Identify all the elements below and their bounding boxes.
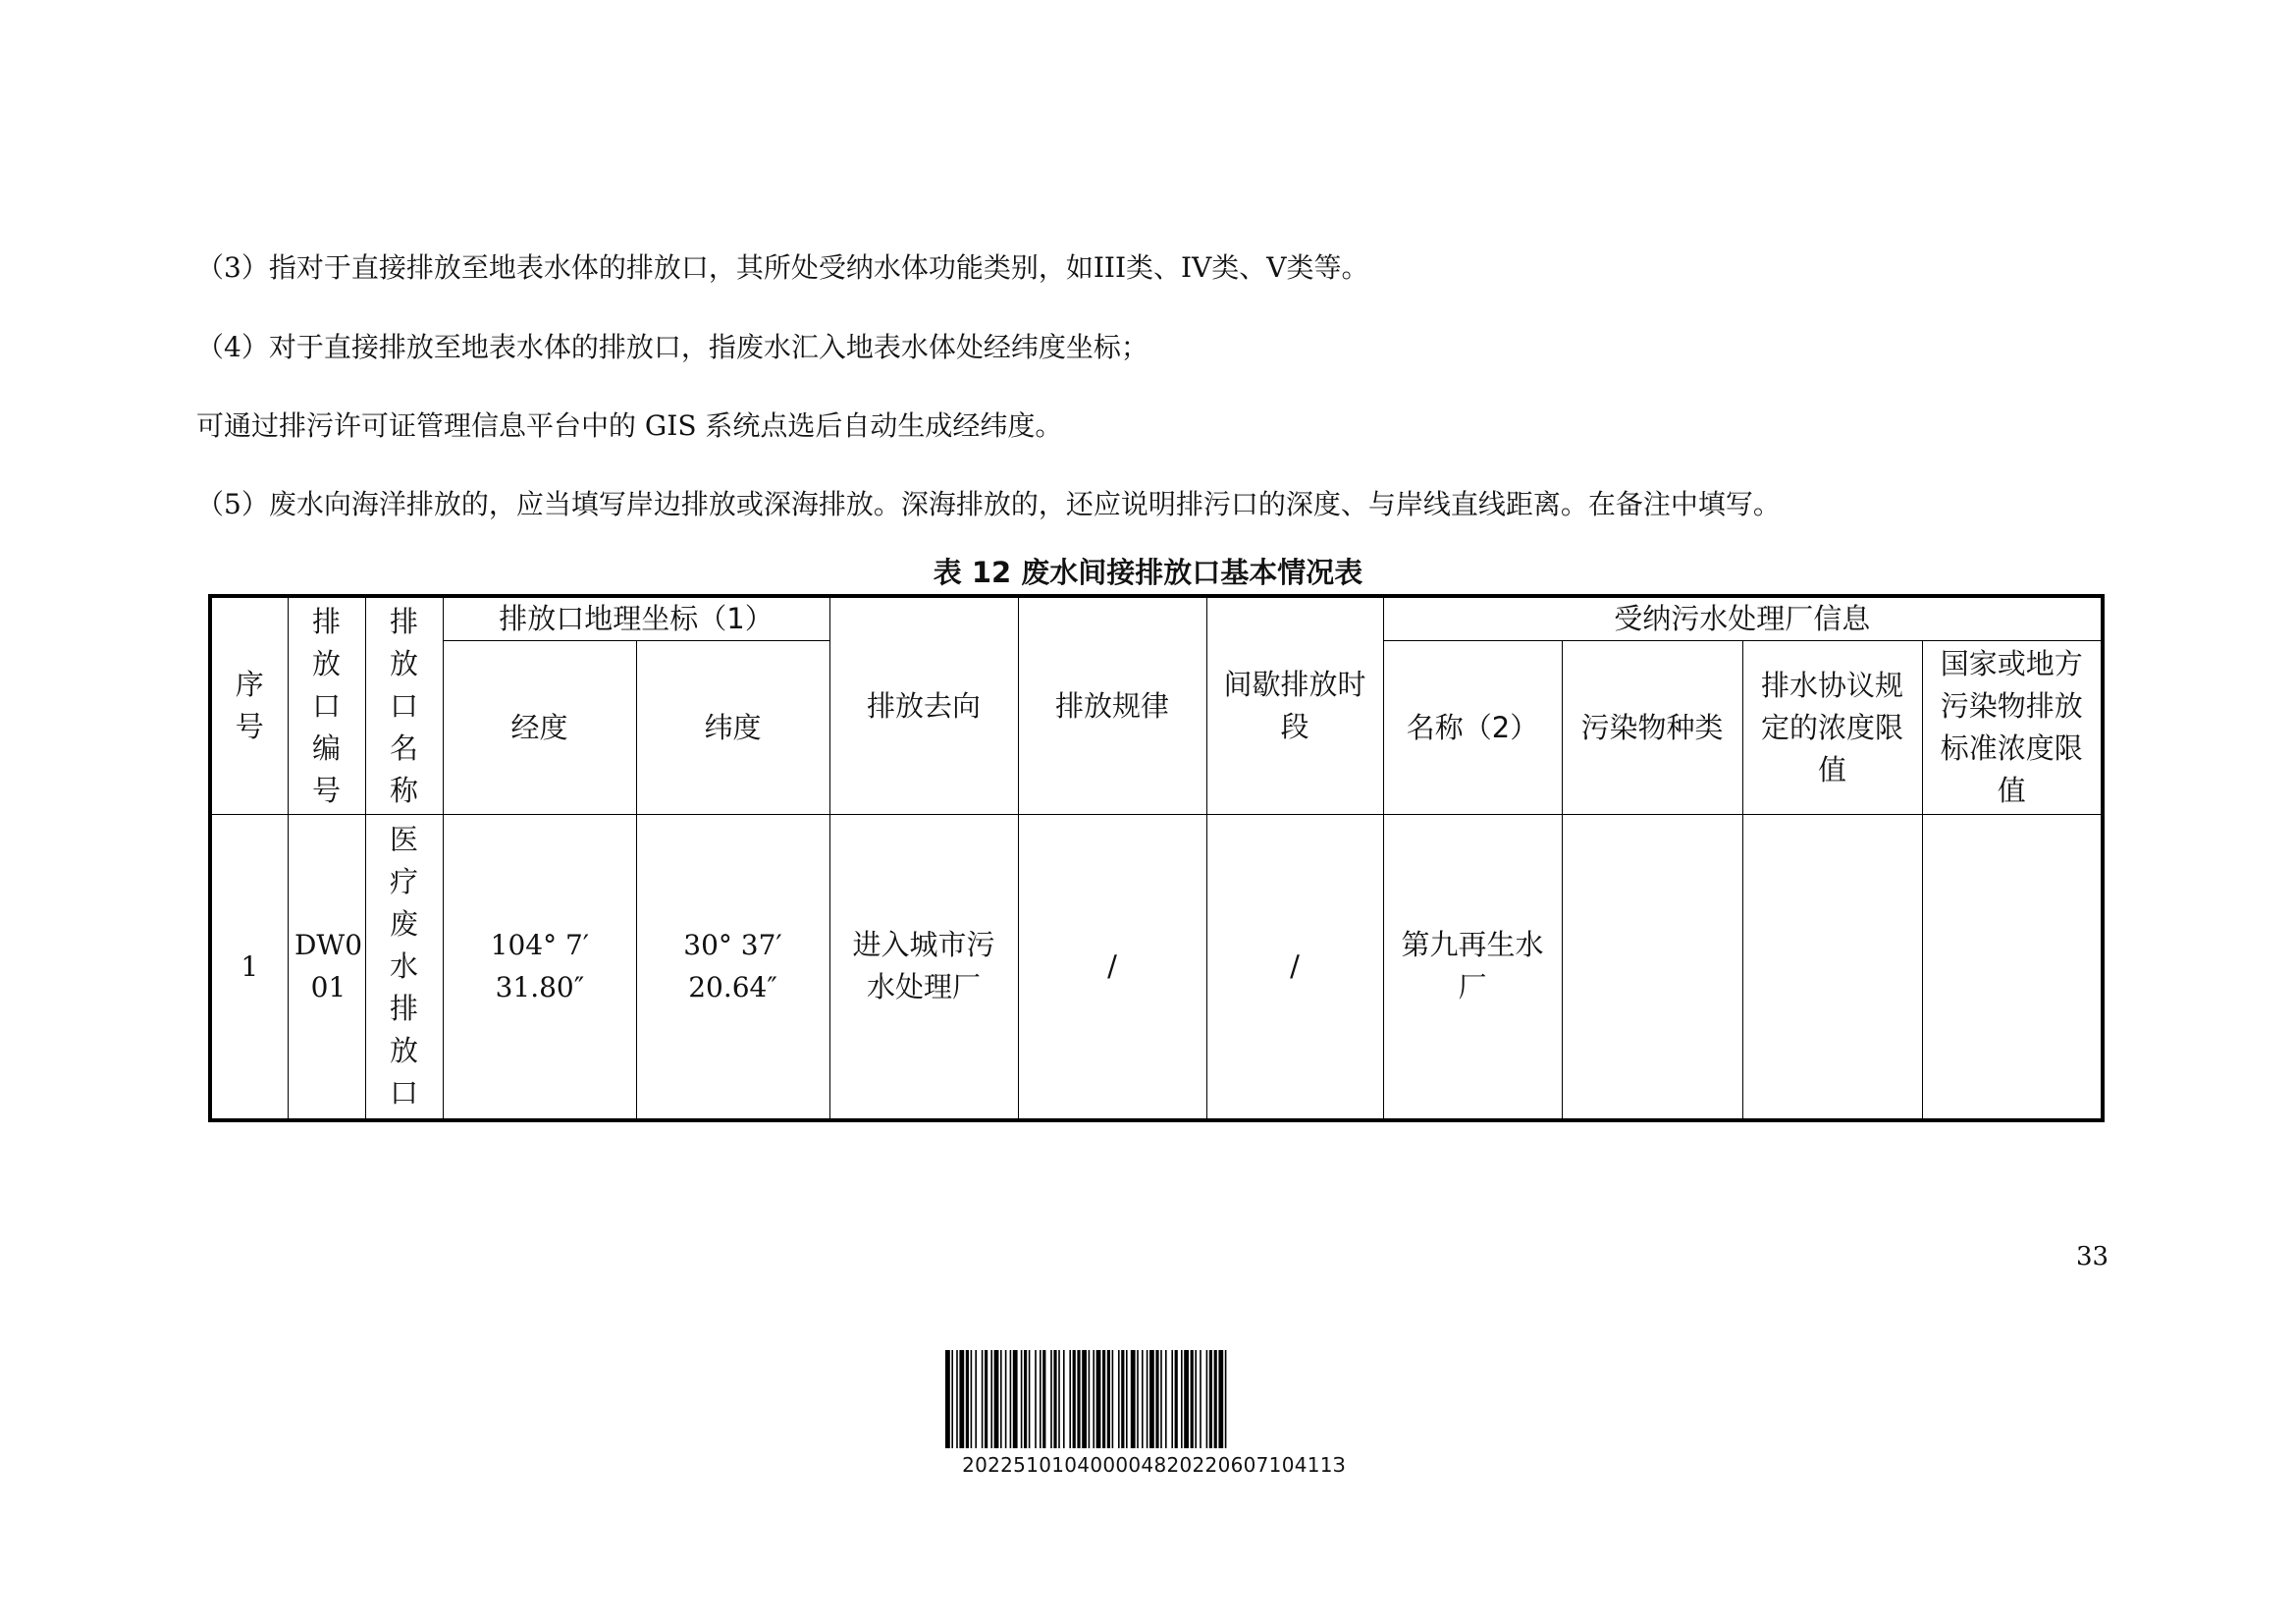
note-5: （5）废水向海洋排放的，应当填写岸边排放或深海排放。深海排放的，还应说明排污口的深度、与岸线直线距离。在备注中填写。 [196, 488, 1781, 520]
header-pattern: 排放规律 [1018, 596, 1206, 815]
header-geo-coordinates: 排放口地理坐标（1） [443, 596, 829, 641]
header-outlet-id: 排放口编号 [288, 596, 365, 815]
header-intermittent: 间歇排放时段 [1206, 596, 1383, 815]
cell-outlet-id: DW001 [288, 815, 365, 1120]
cell-standard-limit [1922, 815, 2103, 1120]
header-receiver-name: 名称（2） [1383, 641, 1562, 815]
header-latitude: 纬度 [636, 641, 829, 815]
barcode-number: 20225101040000482022060710411З [962, 1453, 1346, 1477]
header-longitude: 经度 [443, 641, 636, 815]
header-pollutant-type: 污染物种类 [1562, 641, 1742, 815]
header-receiver-info: 受纳污水处理厂信息 [1383, 596, 2103, 641]
barcode-icon [945, 1350, 1362, 1448]
note-3: （3）指对于直接排放至地表水体的排放口，其所处受纳水体功能类别，如III类、IV类、V类等。 [196, 251, 1369, 284]
cell-pollutant-type [1562, 815, 1742, 1120]
header-seq: 序号 [210, 596, 288, 815]
header-standard-limit: 国家或地方污染物排放标准浓度限值 [1922, 641, 2103, 815]
cell-intermittent: / [1206, 815, 1383, 1120]
discharge-outlet-table [208, 594, 2105, 1122]
cell-longitude: 104° 7′ 31.80″ [443, 815, 636, 1120]
note-4-continued: 可通过排污许可证管理信息平台中的 GIS 系统点选后自动生成经纬度。 [196, 409, 1063, 442]
cell-agreement-limit [1742, 815, 1922, 1120]
cell-seq: 1 [210, 815, 288, 1120]
header-outlet-name: 排放口名称 [365, 596, 443, 815]
table-caption: 表 12 废水间接排放口基本情况表 [933, 556, 1363, 589]
header-destination: 排放去向 [829, 596, 1018, 815]
cell-outlet-name: 医疗废水排放口 [365, 815, 443, 1120]
table-row [210, 815, 2103, 1120]
note-4: （4）对于直接排放至地表水体的排放口，指废水汇入地表水体处经纬度坐标； [196, 331, 1148, 363]
cell-destination: 进入城市污水处理厂 [829, 815, 1018, 1120]
cell-receiver-name: 第九再生水厂 [1383, 815, 1562, 1120]
header-agreement-limit: 排水协议规定的浓度限值 [1742, 641, 1922, 815]
cell-pattern: / [1018, 815, 1206, 1120]
cell-latitude: 30° 37′ 20.64″ [636, 815, 829, 1120]
page-number: 33 [2076, 1242, 2109, 1272]
